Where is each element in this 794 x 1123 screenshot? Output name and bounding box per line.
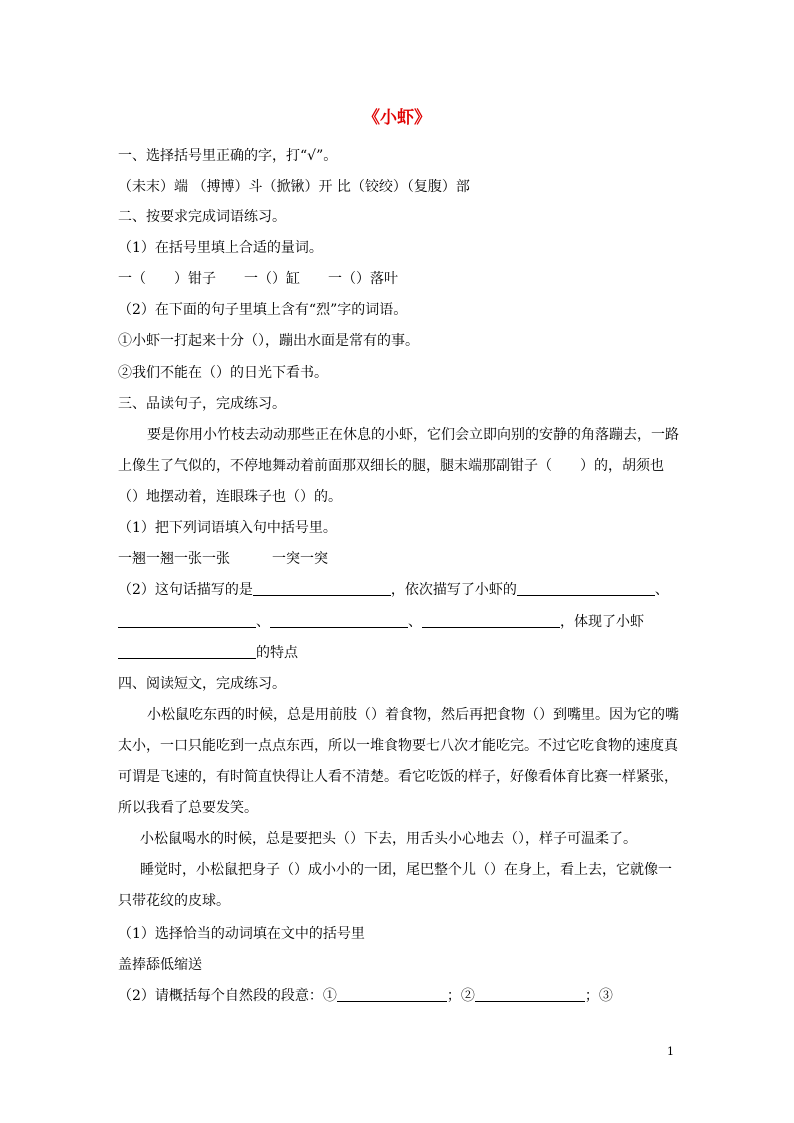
question-line: （1）在括号里填上合适的量词。 [118, 240, 323, 256]
passage-line: 要是你用小竹枝去动动那些正在休息的小虾，它们会立即向别的安静的角落蹦去，一路 [147, 427, 679, 443]
question-line: ②我们不能在（）的日光下看书。 [118, 365, 328, 381]
fill-in-question [118, 580, 669, 600]
question-line: （未末）端 （搏博）斗（掀锹）开 比（铰绞）（复腹）部 [118, 179, 470, 195]
question-line: （1）把下列词语填入句中括号里。 [118, 520, 337, 536]
fill-in-question [118, 986, 613, 1006]
passage-line: 可谓是飞速的，有时简直快得让人看不清楚。看它吃饭的样子，好像看体育比赛一样紧张， [118, 769, 678, 785]
question-text: 、 [408, 614, 422, 630]
question-text: 、 [256, 614, 270, 630]
section-4-heading: 四、阅读短文，完成练习。 [118, 676, 286, 692]
answer-blank[interactable] [517, 581, 655, 596]
passage-line: 上像生了气似的，不停地舞动着前面那双细长的腿，腿末端那副钳子（ ）的，胡须也 [118, 458, 664, 474]
passage-line: 睡觉时，小松鼠把身子（）成小小的一团，尾巴整个儿（）在身上，看上去，它就像一 [140, 862, 672, 878]
question-text: 、 [654, 582, 669, 598]
question-line: （2）在下面的句子里填上含有“烈”字的词语。 [118, 302, 408, 318]
answer-blank[interactable] [118, 613, 256, 628]
question-text: （2）这句话描写的是 [118, 582, 253, 598]
answer-blank[interactable] [337, 987, 447, 1002]
fill-in-question [118, 612, 644, 632]
page-number: 1 [667, 1045, 674, 1058]
passage-line: 太小，一口只能吃到一点点东西，所以一堆食物要七八次才能吃完。不过它吃食物的速度真 [118, 738, 678, 754]
word-bank: 盖捧舔低缩送 [118, 957, 202, 973]
answer-blank[interactable] [475, 987, 585, 1002]
answer-blank[interactable] [253, 581, 391, 596]
answer-blank[interactable] [270, 613, 408, 628]
fill-in-question [118, 643, 298, 663]
question-line: 一（ ）钳子 一（）缸 一（）落叶 [118, 271, 398, 287]
answer-blank[interactable] [422, 613, 560, 628]
section-3-heading: 三、品读句子，完成练习。 [118, 396, 286, 412]
question-text: ，依次描写了小虾的 [390, 582, 517, 598]
document-title: 《小虾》 [363, 108, 431, 128]
question-text: ；② [446, 988, 475, 1004]
section-2-heading: 二、按要求完成词语练习。 [118, 209, 286, 225]
question-text: ；③ [584, 988, 613, 1004]
answer-blank[interactable] [118, 644, 256, 659]
passage-line: 只带花纹的皮球。 [118, 893, 230, 909]
question-line: （1）选择恰当的动词填在文中的括号里 [118, 926, 365, 942]
passage-line: 小松鼠喝水的时候，总是要把头（）下去，用舌头小心地去（），样子可温柔了。 [140, 831, 637, 847]
passage-line: 小松鼠吃东西的时候，总是用前肢（）着食物，然后再把食物（）到嘴里。因为它的嘴 [147, 707, 679, 723]
word-bank: 一翘一翘一张一张 一突一突 [118, 551, 328, 567]
section-1-heading: 一、选择括号里正确的字，打“√”。 [118, 148, 338, 164]
passage-line: 所以我看了总要发笑。 [118, 800, 258, 816]
passage-line: （）地摆动着，连眼珠子也（）的。 [118, 489, 342, 505]
question-text: （2）请概括每个自然段的段意：① [118, 988, 337, 1004]
question-text: 的特点 [256, 645, 298, 661]
question-text: ，体现了小虾 [560, 614, 644, 630]
question-line: ①小虾一打起来十分（），蹦出水面是常有的事。 [118, 333, 419, 349]
